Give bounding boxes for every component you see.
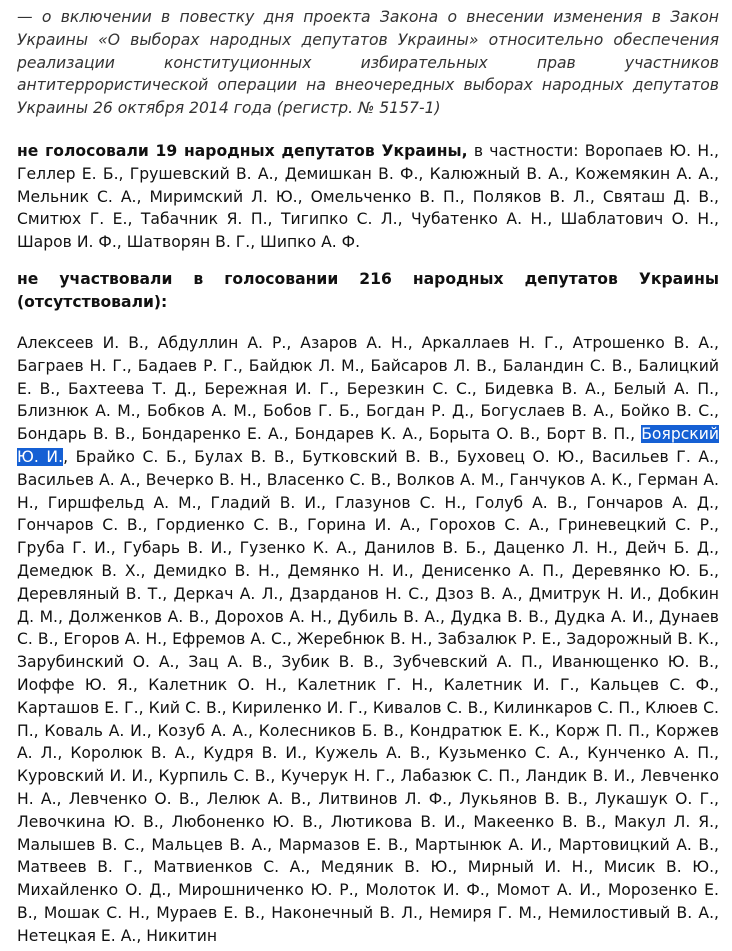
absent-list-part-1: Алексеев И. В., Абдуллин А. Р., Азаров А. Н., Аркаллаев Н. Г., Атрошенко В. А., Баграев Н. Г., Бадаев Р. Г., Байдюк Л. М., Байсаров Л. В., Баландин С. В., Балицкий Е. В., Бахтеева Т. Д., Бережная И. Г., Березкин С. С., Бидевка В. А., Белый А. П., Близнюк А. М., Бобков А. М., Бобов Г. Б., Богдан Р. Д., Богуслаев В. А., Бойко В. С., Бондарь В. В., Бондаренко Е. А., Бондарев К. А., Борыта О. В., Борт В. П., xyxy=(17,334,719,444)
did-not-vote-paragraph xyxy=(17,140,719,254)
absent-list-part-2: , Брайко С. Б., Булах В. В., Бутковский В. В., Буховец О. Ю., Васильев Г. А., Васильев А. А., Вечерко В. Н., Власенко С. В., Волков А. М., Ганчуков А. К., Герман А. Н., Гиршфельд А. М., Гладий В. И., Глазунов С. Н., Голуб А. В., Гончаров А. Д., Гончаров С. В., Гордиенко С. В., Горина И. А., Горохов С. А., Гриневецкий С. Р., Груба Г. И., Губарь В. И., Гузенко К. А., Данилов В. Б., Даценко Л. Н., Дейч Б. Д., Демедюк В. Х., Демидко В. Н., Демянко Н. И., Денисенко А. П., Деревянко Ю. Б., Деревляный В. Т., Деркач А. Л., Дзарданов Н. С., Дзоз В. А., Дмитрук Н. И., Добкин Д. М., Долженков А. В., Дорохов А. Н., Дубиль В. А., Дудка В. В., Дудка А. И., Дунаев С. В., Егоров А. Н., Ефремов А. С., Жеребнюк В. Н., Забзалюк Р. Е., Задорожный В. К., Зарубинский О. А., Зац А. В., Зубик В. В., Зубчевский А. П., Иванющенко Ю. В., Иоффе Ю. Я., Калетник О. Н., Калетник Г. Н., Калетник И. Г., Кальцев С. Ф., Карташов Е. Г., Кий С. В., Кириленко И. Г., Кивалов С. В., Килинкаров С. П., Клюев С. П., Коваль А. И., Козуб А. А., Колесников Б. В., Кондратюк Е. К., Корж П. П., Коржев А. Л., Королюк В. А., Кудря В. И., Кужель А. В., Кузьменко С. А., Кунченко А. П., Куровский И. И., Курпиль С. В., Кучерук Н. Г., Лабазюк С. П., Ландик В. И., Левченко Н. А., Левченко О. В., Лелюк А. В., Литвинов Л. Ф., Лукьянов В. В., Лукашук О. Г., Левочкина Ю. В., Любоненко Ю. В., Лютикова В. И., Макеенко В. В., Макул Л. Я., Малышев В. С., Мальцев В. А., Мармазов Е. В., Мартынюк А. И., Мартовицкий А. В., Матвеев В. Г., Матвиенков С. А., Медяник В. Ю., Мирный И. Н., Мисик В. Ю., Михайленко О. Д., Мирошниченко Ю. Р., Молоток И. Ф., Момот А. И., Морозенко Е. В., Мошак С. Н., Мураев Е. В., Наконечный В. Л., Немиря Г. М., Немилостивый В. А., Нетецкая Е. А., Никитин xyxy=(17,447,719,945)
absent-list-paragraph xyxy=(17,332,719,948)
did-not-vote-lead: не голосовали 19 народных депутатов Украины, xyxy=(17,142,468,160)
did-not-vote-list: в частности: Воропаев Ю. Н., Геллер Е. Б., Грушевский В. А., Демишкан В. Ф., Калюжный В. А., Кожемякин А. А., Мельник С. А., Миримский Л. Ю., Омельченко В. П., Поляков В. Л., Святаш Д. В., Смитюх Г. Е., Табачник Я. П., Тигипко С. Л., Чубатенко А. Н., Шаблатович О. Н., Шаров И. Ф., Шатворян В. Г., Шипко А. Ф. xyxy=(17,142,719,252)
absent-heading: не участвовали в голосовании 216 народных депутатов Украины (отсутствовали): xyxy=(17,270,719,311)
agenda-item-paragraph: — о включении в повестку дня проекта Закона о внесении изменения в Закон Украины «О выборах народных депутатов Украины» относительно обеспечения реализации конституционных избирательных прав участников антитеррористической операции на внеочередных выборах народных депутатов Украины 26 октября 2014 года (регистр. № 5157-1) xyxy=(17,8,719,118)
highlighted-selection[interactable]: Боярский Ю. И. xyxy=(17,425,719,466)
